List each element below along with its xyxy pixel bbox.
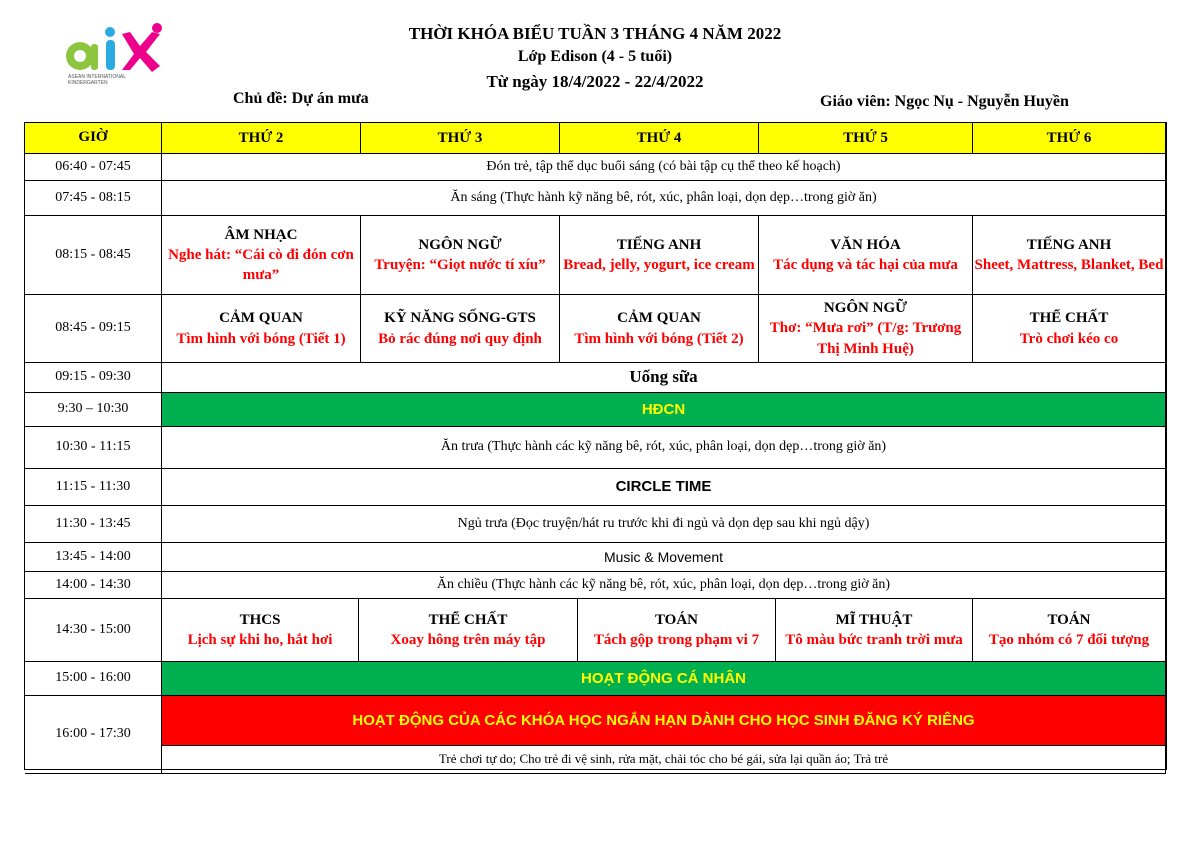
- lesson-row: [162, 216, 1166, 295]
- activity-cell: Đón trẻ, tập thể dục buổi sáng (có bài tập cụ thể theo kế hoạch): [162, 154, 1166, 181]
- time-cell: 9:30 – 10:30: [25, 393, 162, 427]
- activity-cell: Ăn trưa (Thực hành các kỹ năng bê, rót, xúc, phân loại, dọn dẹp…trong giờ ăn): [162, 427, 1166, 469]
- time-cell: 06:40 - 07:45: [25, 154, 162, 181]
- lesson-cell: [759, 216, 973, 294]
- lesson-cell: [578, 599, 776, 661]
- column-header-monday: THỨ 2: [162, 123, 361, 153]
- time-cell: 10:30 - 11:15: [25, 427, 162, 469]
- activity-label: Tạo nhóm có 7 đối tượng: [988, 632, 1150, 648]
- time-cell: 09:15 - 09:30: [25, 363, 162, 393]
- logo-subtext-1: ASEAN INTERNATIONAL: [68, 74, 126, 80]
- subject-label: CẢM QUAN: [219, 310, 303, 327]
- time-cell: 11:15 - 11:30: [25, 469, 162, 506]
- date-range: Từ ngày 18/4/2022 - 22/4/2022: [486, 72, 704, 91]
- lesson-cell: [560, 295, 759, 362]
- time-cell: 07:45 - 08:15: [25, 181, 162, 216]
- column-header-friday: THỨ 6: [1046, 129, 1092, 146]
- lesson-cell: [973, 295, 1165, 362]
- time-cell: 11:30 - 13:45: [25, 506, 162, 543]
- activity-label: Xoay hông trên máy tập: [390, 632, 546, 648]
- activity-label: Tìm hình với bóng (Tiết 2): [574, 330, 744, 347]
- activity-label: Trò chơi kéo co: [1019, 330, 1119, 347]
- column-header-tuesday: THỨ 3: [361, 123, 560, 153]
- activity-label: Truyện: “Giọt nước tí xíu”: [374, 257, 546, 273]
- lesson-cell: [973, 216, 1165, 294]
- lesson-cell: [361, 295, 560, 362]
- column-header-thursday: THỨ 5: [759, 123, 973, 153]
- lesson-cell: [361, 216, 560, 294]
- activity-cell-hdcn: HĐCN: [162, 393, 1166, 427]
- activity-label: Tách gộp trong phạm vi 7: [593, 632, 760, 648]
- topic-label: Chủ đề: Dự án mưa: [233, 90, 369, 107]
- subject-label: KỸ NĂNG SỐNG-GTS: [384, 310, 536, 327]
- activity-cell: Ăn chiều (Thực hành các kỹ năng bê, rót, xúc, phân loại, dọn dẹp…trong giờ ăn): [162, 572, 1166, 599]
- activity-label: Lịch sự khi ho, hắt hơi: [187, 632, 333, 648]
- subject-label: NGÔN NGỮ: [823, 300, 908, 317]
- lesson-cell: [162, 295, 361, 362]
- activity-cell: Music & Movement: [162, 543, 1166, 572]
- activity-cell: Ăn sáng (Thực hành kỹ năng bê, rót, xúc, phân loại, dọn dẹp…trong giờ ăn): [162, 181, 1166, 216]
- subject-label: TIẾNG ANH: [1026, 236, 1112, 253]
- activity-cell: Uống sữa: [162, 363, 1166, 393]
- subject-label: MĨ THUẬT: [835, 611, 913, 628]
- lesson-row: [162, 599, 1166, 662]
- activity-label: Sheet, Mattress, Blanket, Bed: [974, 257, 1164, 273]
- lesson-cell: [162, 216, 361, 294]
- time-cell: 13:45 - 14:00: [25, 543, 162, 572]
- activity-cell: Ngủ trưa (Đọc truyện/hát ru trước khi đi ngủ và dọn dẹp sau khi ngủ dậy): [162, 506, 1166, 543]
- time-cell: 14:00 - 14:30: [25, 572, 162, 599]
- time-cell: 16:00 - 17:30: [25, 696, 162, 774]
- lesson-cell: [759, 295, 973, 362]
- lesson-cell: [560, 216, 759, 294]
- subject-label: ÂM NHẠC: [224, 226, 298, 243]
- subject-label: NGÔN NGỮ: [418, 236, 502, 253]
- class-name: Lớp Edison (4 - 5 tuổi): [517, 48, 673, 65]
- subject-label: TOÁN: [654, 611, 699, 628]
- activity-cell-short-courses: HOẠT ĐỘNG CỦA CÁC KHÓA HỌC NGẮN HẠN DÀNH CHO HỌC SINH ĐĂNG KÝ RIÊNG: [162, 696, 1166, 746]
- subject-label: THỂ CHẤT: [1029, 310, 1109, 327]
- activity-cell-individual: HOẠT ĐỘNG CÁ NHÂN: [162, 662, 1166, 696]
- lesson-cell: [359, 599, 578, 661]
- subject-label: TIẾNG ANH: [616, 236, 702, 253]
- subject-label: THCS: [239, 611, 281, 628]
- lesson-cell: [162, 599, 359, 661]
- activity-label: Tô màu bức tranh trời mưa: [785, 632, 963, 648]
- activity-cell: CIRCLE TIME: [162, 469, 1166, 506]
- subject-label: TOÁN: [1047, 611, 1091, 628]
- timetable: [24, 122, 1167, 770]
- time-cell: 15:00 - 16:00: [25, 662, 162, 696]
- column-header-time: GIỜ: [25, 123, 162, 154]
- logo-subtext-2: KINDERGARTEN: [68, 80, 108, 86]
- teacher-label: Giáo viên: Ngọc Nụ - Nguyễn Huyền: [820, 93, 1069, 110]
- day-header-row: [162, 123, 1166, 154]
- subject-label: THỂ CHẤT: [428, 611, 508, 628]
- lesson-cell: [776, 599, 973, 661]
- activity-label: Tác dụng và tác hại của mưa: [773, 257, 958, 273]
- activity-label: Nghe hát: “Cái cò đi đón cơn mưa”: [168, 246, 354, 284]
- time-cell: 08:45 - 09:15: [25, 295, 162, 363]
- activity-label: Tìm hình với bóng (Tiết 1): [176, 330, 346, 347]
- subject-label: CẢM QUAN: [617, 310, 701, 327]
- activity-label: Bỏ rác đúng nơi quy định: [378, 330, 542, 347]
- lesson-cell: [973, 599, 1165, 661]
- time-cell: 08:15 - 08:45: [25, 216, 162, 295]
- subject-label: VĂN HÓA: [830, 236, 901, 253]
- activity-label: Bread, jelly, yogurt, ice cream: [563, 257, 755, 273]
- activity-label: Thơ: “Mưa rơi” (T/g: Trương Thị Minh Huệ): [769, 320, 962, 357]
- lesson-row: [162, 295, 1166, 363]
- schedule-title: THỜI KHÓA BIỂU TUẦN 3 THÁNG 4 NĂM 2022: [408, 24, 782, 43]
- column-header-wednesday: THỨ 4: [560, 123, 759, 153]
- activity-cell-dismissal: Trẻ chơi tự do; Cho trẻ đi vệ sinh, rửa mặt, chải tóc cho bé gái, sửa lại quần áo; Trả trẻ: [162, 746, 1166, 774]
- time-cell: 14:30 - 15:00: [25, 599, 162, 662]
